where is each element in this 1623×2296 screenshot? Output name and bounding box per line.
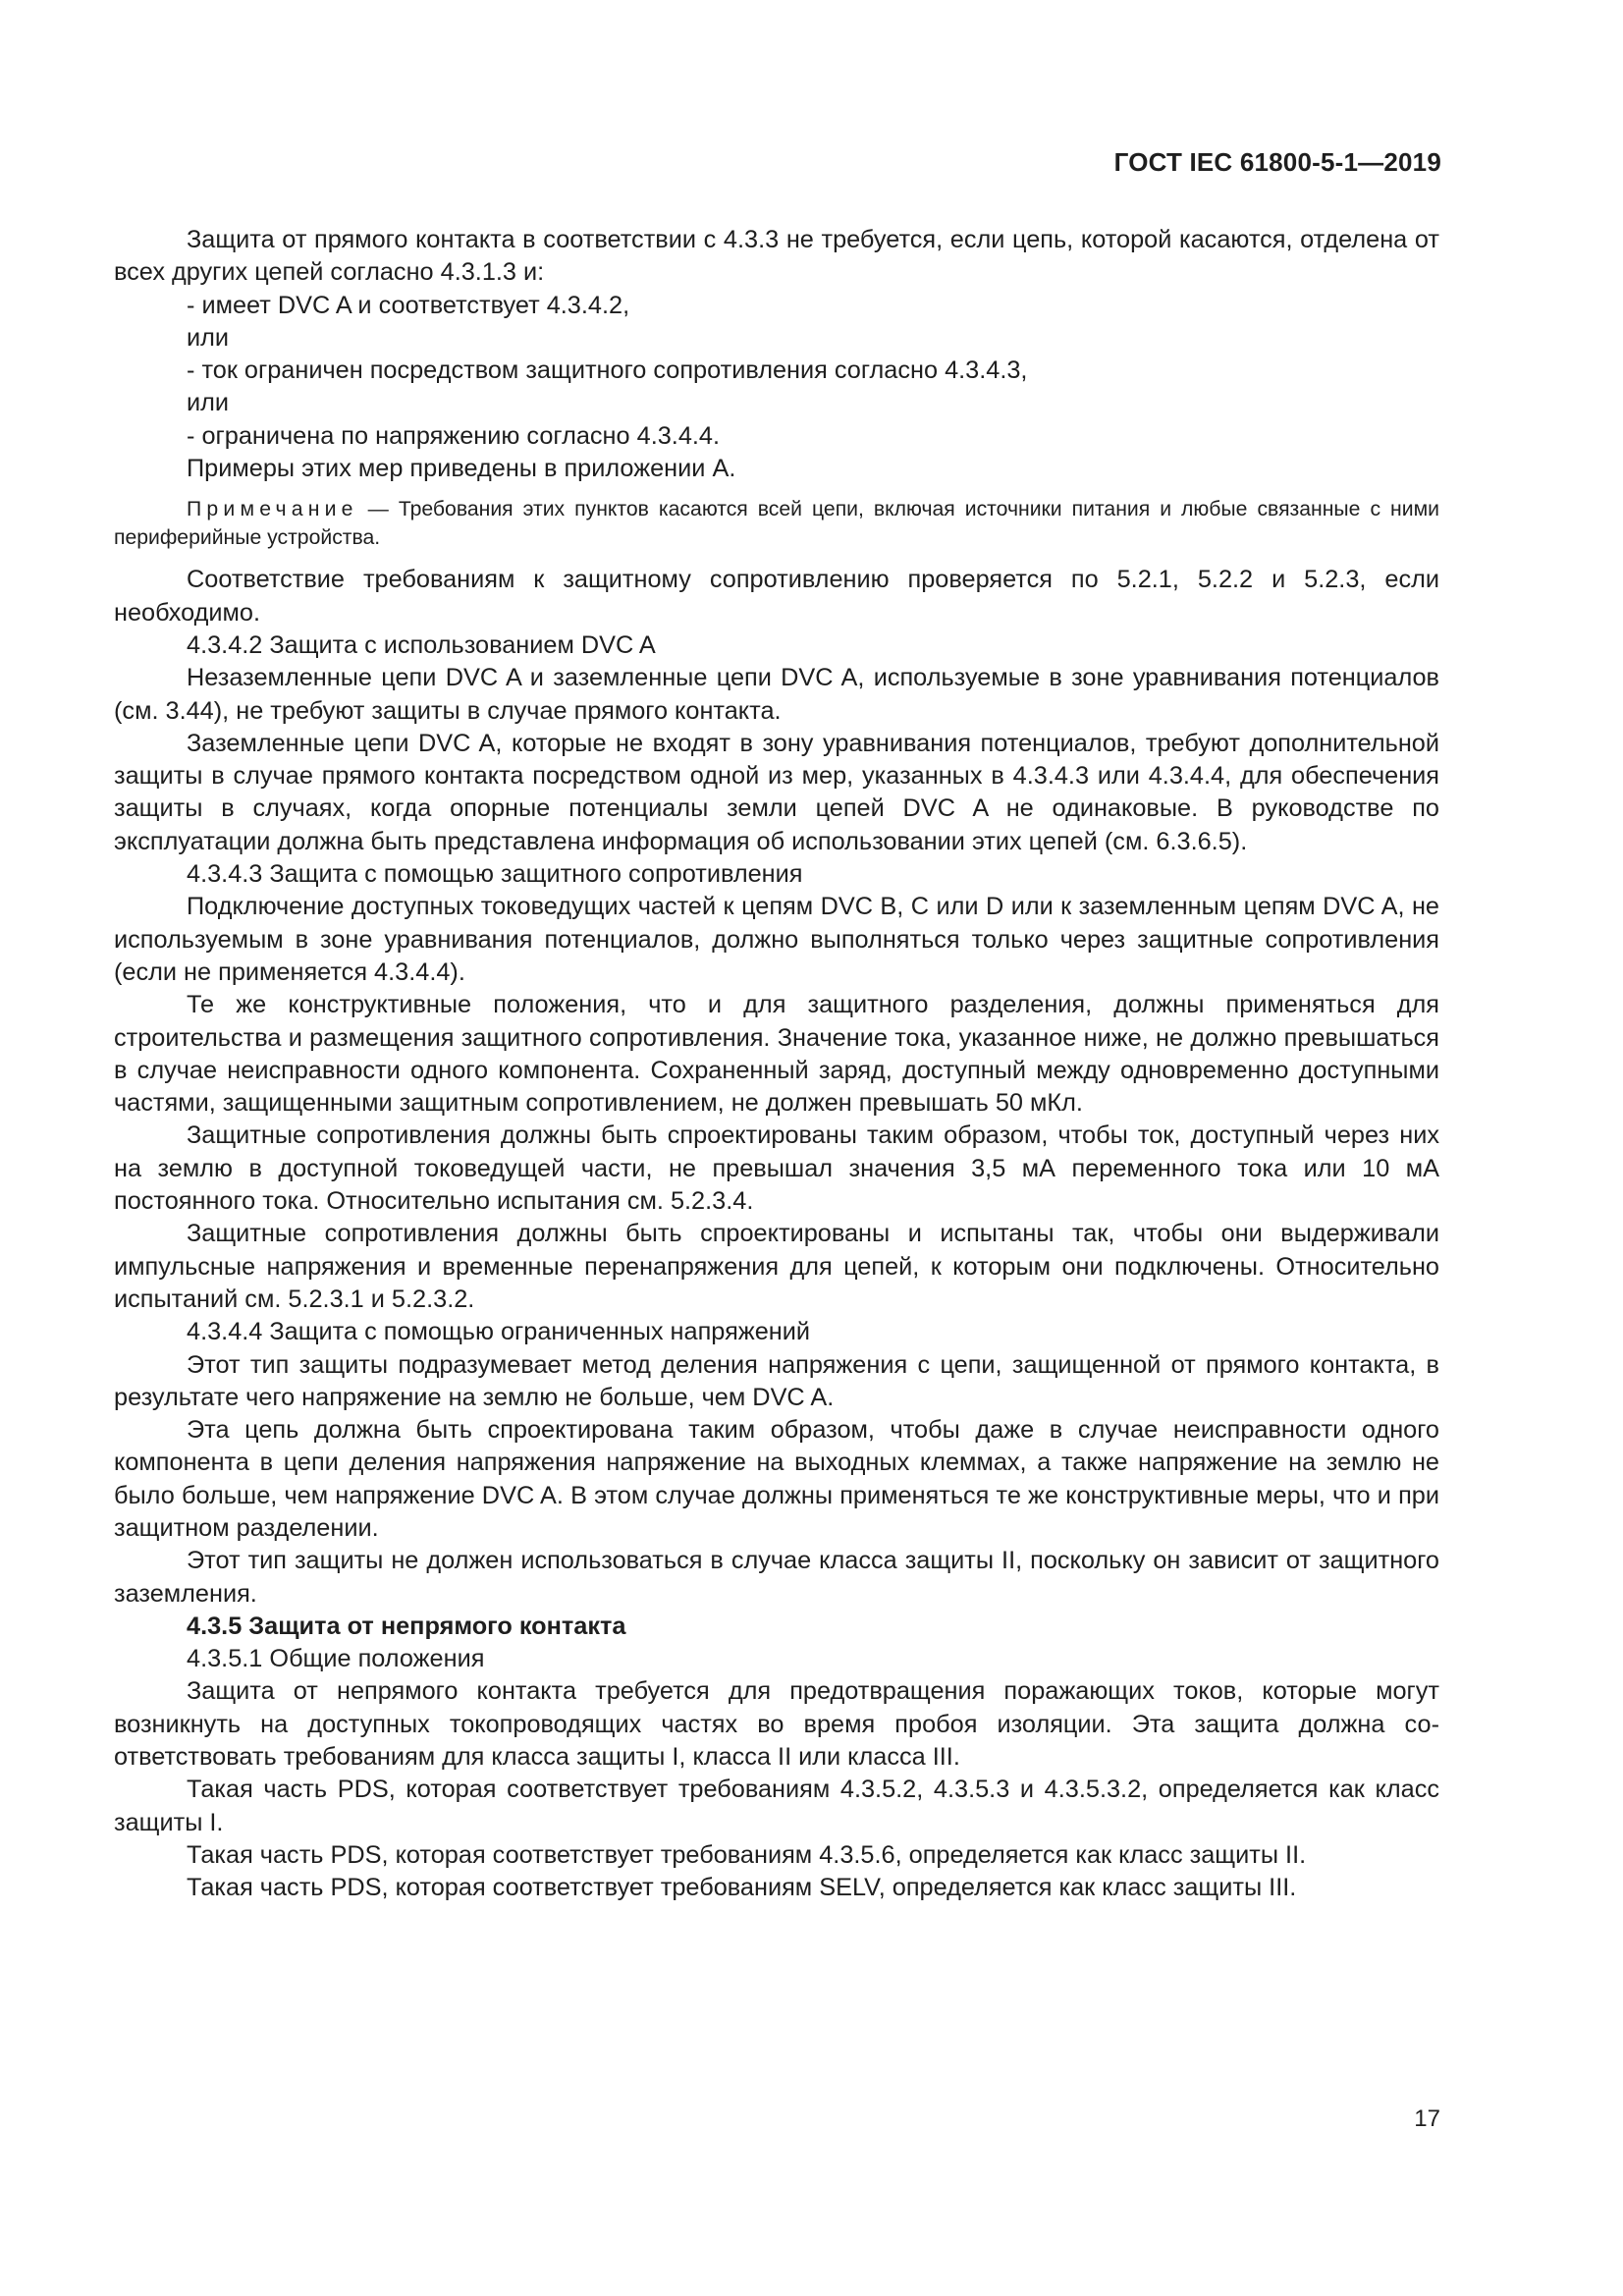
paragraph: Соответствие требованиям к защитному сопротивлению проверяется по 5.2.1, 5.2.2 и 5.2.3, если необходимо. — [114, 566, 1439, 627]
note-text: — Требования этих пунктов касаются всей цепи, включая источники питания и любые связанные с ними периферийные устройства. — [114, 498, 1439, 550]
paragraph: Такая часть PDS, которая соответствует требованиям SELV, определяется как класс защиты III. — [187, 1874, 1297, 1902]
section-heading-4-3-5: 4.3.5 Защита от непрямого контакта — [187, 1612, 626, 1640]
section-heading-4-3-4-2: 4.3.4.2 Защита с использованием DVC A — [187, 630, 656, 659]
paragraph: Подключение доступных токоведущих частей к цепям DVC B, C или D или к заземленным цепям DVC A, не используемым в зоне уравнивания потенциалов, должно выполняться только через защитные сопротивления (если не применяется 4.3.4.4). — [114, 893, 1439, 986]
paragraph: Этот тип защиты не должен использоваться в случае класса защиты II, поскольку он зависит от защитного заземления. — [114, 1547, 1439, 1608]
list-connector: или — [187, 323, 230, 352]
list-item: - ограничена по напряжению согласно 4.3.4.4. — [187, 421, 721, 450]
paragraph: Такая часть PDS, которая соответствует требованиям 4.3.5.6, определяется как класс защиты II. — [187, 1840, 1307, 1869]
list-item: - имеет DVC A и соответствует 4.3.4.2, — [187, 291, 630, 319]
note-label: Примечание — [187, 498, 358, 521]
note — [114, 495, 1439, 552]
paragraph: Защитные сопротивления должны быть спроектированы таким образом, чтобы ток, доступный через них на землю в доступной токоведущей части, не превышал значения 3,5 мА переменного тока или 10 мА постоянного тока. Относительно испытания см. 5.2.3.4. — [114, 1121, 1439, 1216]
paragraph: Защитные сопротивления должны быть спроектированы и испытаны так, чтобы они выдерживали импульсные напряжения и временные перенапряжения для цепей, к которым они подключены. Относительно испытаний см. 5.2.3.1 и 5.2.3.2. — [114, 1220, 1439, 1313]
paragraph: Те же конструктивные положения, что и для защитного разделения, должны применяться для строительства и размещения защитного сопротивления. Значение тока, указанное ниже, не должно превышаться в случае неисправности одного компонента. Сохраненный заряд, доступный между одновременно доступными частями, защищенными защитным сопротивлением, не должен превышать 50 мКл. — [114, 991, 1439, 1118]
paragraph: Эта цепь должна быть спроектирована таким образом, чтобы даже в случае неисправности одного компонента в цепи деления напряжения напряжение на выходных клеммах, а также напряжение на землю не было больше, чем напряжение DVC A. В этом случае должны применяться те же конструктивные меры, что и при защитном разделении. — [114, 1416, 1439, 1542]
document-header-id: ГОСТ IEC 61800-5-1—2019 — [1113, 147, 1441, 177]
paragraph: Заземленные цепи DVC A, которые не входят в зону уравнивания потенциалов, требуют дополнительной защиты в случае прямого контакта посредством одной из мер, указанных в 4.3.4.3 или 4.3.4.4, для обеспечения защиты в случаях, когда опорные потенциалы земли цепей DVC A не одинаковые. В руководстве по эксплуатации должна быть представлена информация об использовании этих цепей (см. 6.3.6.5). — [114, 729, 1439, 855]
paragraph: Защита от прямого контакта в соответствии с 4.3.3 не требуется, если цепь, которой касаются, отделена от всех других цепей согласно 4.3.1.3 и: — [114, 226, 1439, 287]
paragraph: Примеры этих мер приведены в приложении А. — [187, 455, 736, 483]
list-item: - ток ограничен посредством защитного сопротивления согласно 4.3.4.3, — [187, 356, 1028, 385]
list-connector: или — [187, 389, 230, 417]
section-heading-4-3-4-4: 4.3.4.4 Защита с помощью ограниченных напряжений — [187, 1318, 811, 1346]
document-body — [114, 224, 1439, 1905]
paragraph: Незаземленные цепи DVC A и заземленные цепи DVC A, используемые в зоне уравнивания потенциалов (см. 3.44), не требуют защиты в случае прямого контакта. — [114, 664, 1439, 725]
page-number: 17 — [1414, 2105, 1440, 2132]
paragraph: Защита от непрямого контакта требуется для предотвращения поражающих токов, которые могут возникнуть на доступных токопроводящих частях во время пробоя изоляции. Эта защита должна соответствовать требованиям для класса защиты I, класса II или класса III. — [114, 1677, 1439, 1772]
section-heading-4-3-4-3: 4.3.4.3 Защита с помощью защитного сопротивления — [187, 860, 803, 889]
paragraph: Этот тип защиты подразумевает метод деления напряжения с цепи, защищенной от прямого контакта, в результате чего напряжение на землю не больше, чем DVC A. — [114, 1350, 1439, 1411]
paragraph: Такая часть PDS, которая соответствует требованиям 4.3.5.2, 4.3.5.3 и 4.3.5.3.2, определяется как класс защиты I. — [114, 1776, 1439, 1836]
section-heading-4-3-5-1: 4.3.5.1 Общие положения — [187, 1645, 485, 1673]
